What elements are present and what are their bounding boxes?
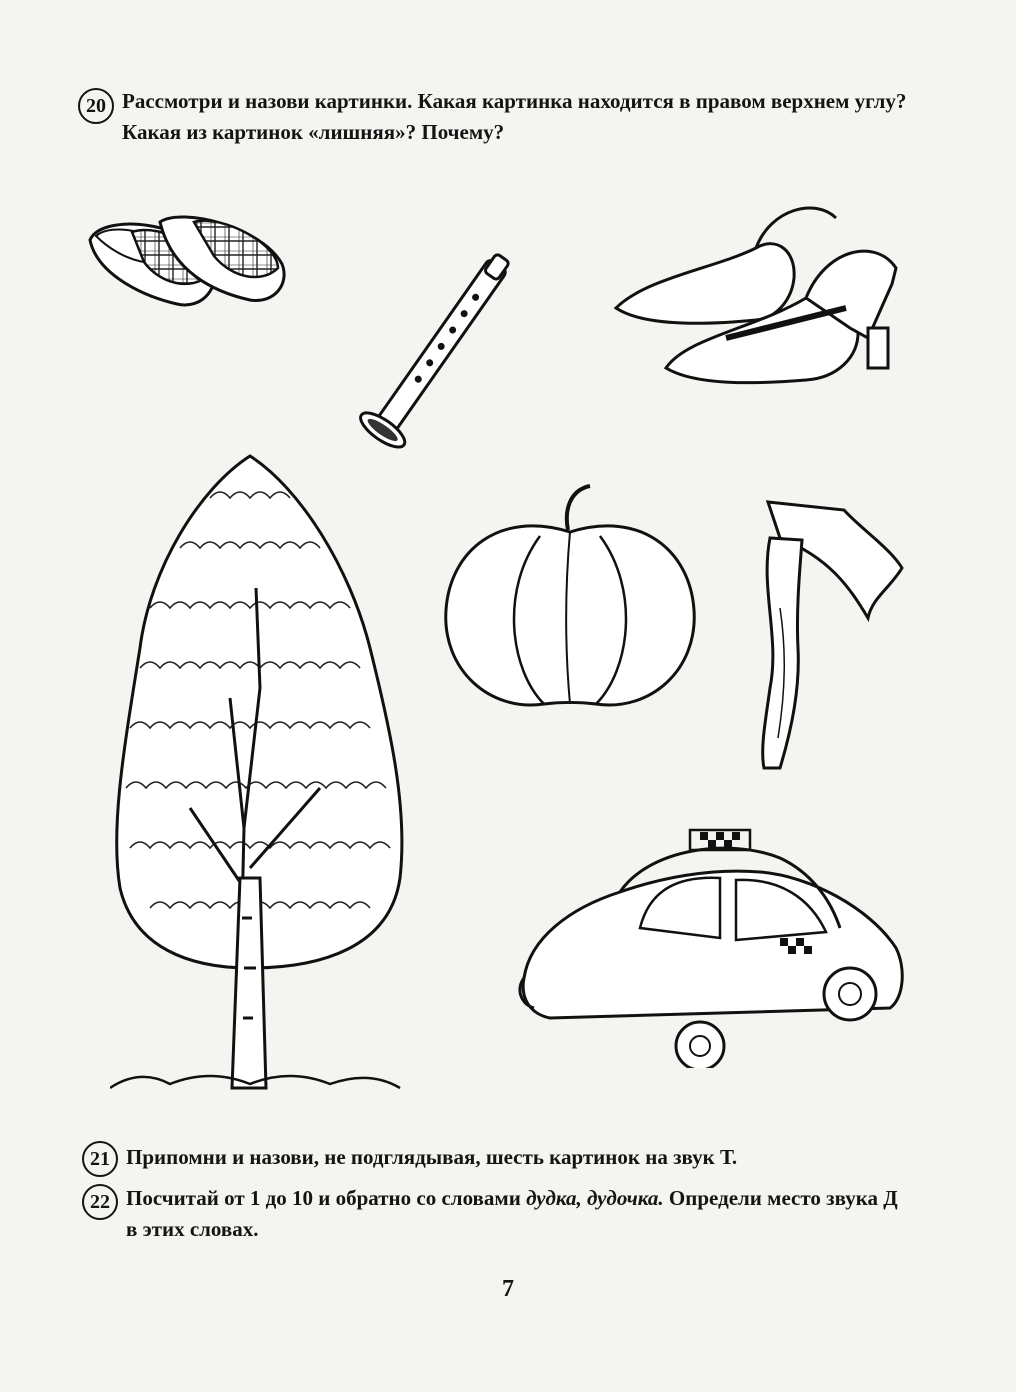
axe-picture: [740, 488, 910, 778]
task-text-part: Определи место звука Д в этих словах.: [126, 1186, 898, 1241]
task-text-italic-words: дудка, дудочка.: [526, 1186, 664, 1210]
task-number-badge: 22: [82, 1184, 118, 1220]
tree-picture: [110, 448, 410, 1098]
task-text: Рассмотри и назови картинки. Какая картинка находится в правом верхнем углу? Какая из картинок «лишняя»? Почему?: [122, 89, 907, 144]
task-20: [78, 86, 908, 148]
task-text-part: Посчитай от 1 до 10 и обратно со словами: [126, 1186, 527, 1210]
task-text: Припомни и назови, не подглядывая, шесть картинок на звук Т.: [126, 1145, 738, 1169]
task-number-badge: 21: [82, 1141, 118, 1177]
task-22: [82, 1183, 912, 1245]
task-text: [126, 1183, 912, 1245]
taxi-car-picture: [510, 828, 910, 1068]
task-number-badge: 20: [78, 88, 114, 124]
shoes-picture: [606, 188, 902, 388]
page-number: 7: [502, 1276, 514, 1302]
task-21: [82, 1142, 912, 1173]
pumpkin-picture: [440, 480, 700, 720]
pipe-picture: [332, 222, 552, 472]
slippers-picture: [82, 192, 292, 322]
